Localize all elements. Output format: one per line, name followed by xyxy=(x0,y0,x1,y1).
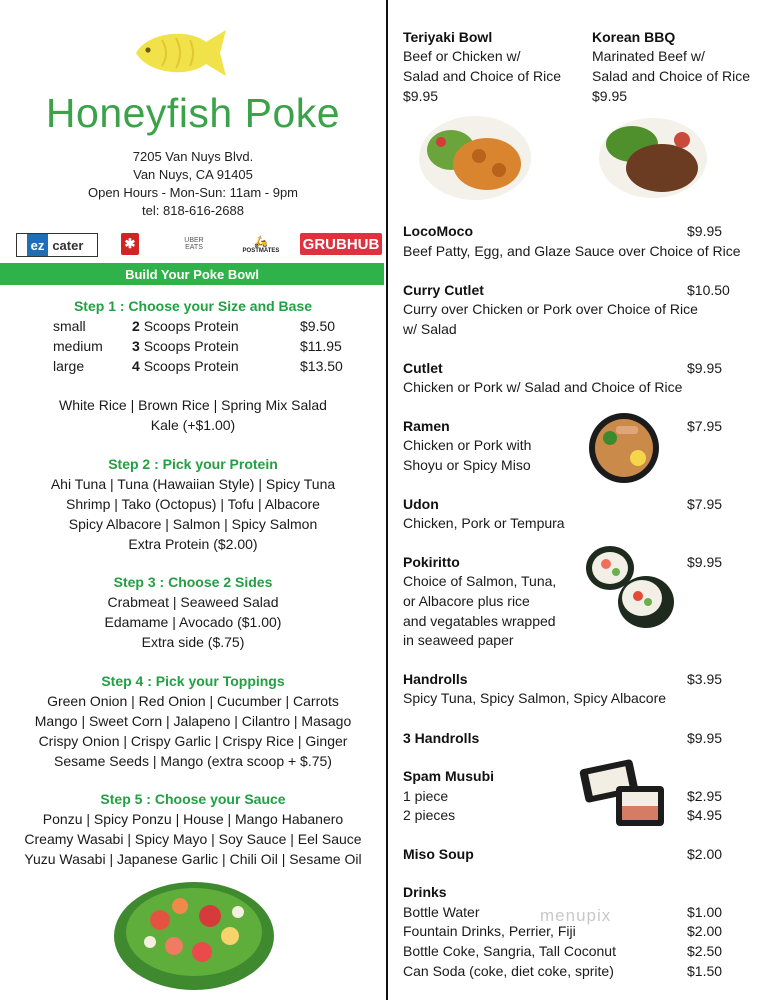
fish-logo-icon xyxy=(126,28,232,78)
spam-musubi-title: Spam Musubi xyxy=(403,768,495,784)
pokiritto-photo xyxy=(584,540,676,632)
curry-cutlet-desc: w/ Salad xyxy=(403,321,457,337)
udon-desc: Chicken, Pork or Tempura xyxy=(403,515,565,531)
drink-price: $2.00 xyxy=(687,923,723,939)
locomoco-price: $9.95 xyxy=(687,223,723,239)
drinks-title: Drinks xyxy=(403,884,447,900)
toppings-line: Mango | Sweet Corn | Jalapeno | Cilantro | Masago xyxy=(34,713,352,729)
drink-item: Bottle Water xyxy=(403,904,480,920)
drink-price: $2.50 xyxy=(687,943,723,959)
cutlet-title: Cutlet xyxy=(403,360,443,376)
curry-cutlet-title: Curry Cutlet xyxy=(403,282,484,298)
ramen-desc: Shoyu or Spicy Miso xyxy=(403,457,531,473)
protein-line: Ahi Tuna | Tuna (Hawaiian Style) | Spicy Tuna xyxy=(50,476,336,492)
protein-line: Extra Protein ($2.00) xyxy=(128,536,258,552)
step-5-title: Step 5 : Choose your Sauce xyxy=(100,791,286,807)
3-handrolls-price: $9.95 xyxy=(687,730,723,746)
restaurant-name: Honeyfish Poke xyxy=(45,90,341,136)
handrolls-title: Handrolls xyxy=(403,671,468,687)
protein-line: Shrimp | Tako (Octopus) | Tofu | Albacore xyxy=(66,496,320,512)
build-bowl-banner: Build Your Poke Bowl xyxy=(0,263,384,285)
drink-item: Can Soda (coke, diet coke, sprite) xyxy=(403,963,614,979)
postmates-logo: 🛵 POSTMATES xyxy=(242,235,280,254)
handrolls-price: $3.95 xyxy=(687,671,723,687)
pokiritto-price: $9.95 xyxy=(687,554,723,570)
handrolls-desc: Spicy Tuna, Spicy Salmon, Spicy Albacore xyxy=(403,690,667,706)
udon-title: Udon xyxy=(403,496,439,512)
base-kale: Kale (+$1.00) xyxy=(150,417,236,433)
pokiritto-desc: Choice of Salmon, Tuna, xyxy=(403,573,557,589)
sauce-line: Ponzu | Spicy Ponzu | House | Mango Habanero xyxy=(42,811,344,827)
uber-eats-logo: UBER EATS xyxy=(184,237,204,251)
phone-number: tel: 818-616-2688 xyxy=(142,203,244,218)
step-1-title: Step 1 : Choose your Size and Base xyxy=(73,298,313,314)
cutlet-price: $9.95 xyxy=(687,360,723,376)
drink-price: $1.50 xyxy=(687,963,723,979)
step-2-title: Step 2 : Pick your Protein xyxy=(108,456,278,472)
cutlet-desc: Chicken or Pork w/ Salad and Choice of Rice xyxy=(403,379,683,395)
size-small: small xyxy=(53,318,86,334)
ramen-price: $7.95 xyxy=(687,418,723,434)
curry-cutlet-price: $10.50 xyxy=(687,282,730,298)
toppings-line: Crispy Onion | Crispy Garlic | Crispy Rice | Ginger xyxy=(38,733,348,749)
drink-price: $1.00 xyxy=(687,904,723,920)
size-medium-scoops: 3 Scoops Protein xyxy=(132,338,239,354)
teriyaki-title: Teriyaki Bowl xyxy=(403,29,493,45)
menupix-watermark: menupix xyxy=(540,906,612,925)
ezcater-logo: ez cater xyxy=(16,233,98,257)
teriyaki-desc: Salad and Choice of Rice xyxy=(403,68,561,84)
step-3-title: Step 3 : Choose 2 Sides xyxy=(113,574,273,590)
korean-bbq-title: Korean BBQ xyxy=(592,29,676,45)
pokiritto-desc: and vegatables wrapped xyxy=(403,613,556,629)
size-large-scoops: 4 Scoops Protein xyxy=(132,358,239,374)
teriyaki-price: $9.95 xyxy=(403,88,439,104)
column-divider xyxy=(386,0,388,1000)
musubi-option: 2 pieces xyxy=(403,807,456,823)
teriyaki-photo xyxy=(417,112,533,202)
toppings-line: Green Onion | Red Onion | Cucumber | Carrots xyxy=(47,693,339,709)
pokiritto-desc: or Albacore plus rice xyxy=(403,593,530,609)
3-handrolls-title: 3 Handrolls xyxy=(403,730,480,746)
address-line-2: Van Nuys, CA 91405 xyxy=(133,167,253,182)
ramen-desc: Chicken or Pork with xyxy=(403,437,532,453)
size-large-price: $13.50 xyxy=(300,358,343,374)
locomoco-title: LocoMoco xyxy=(403,223,473,239)
korean-bbq-price: $9.95 xyxy=(592,88,628,104)
ramen-photo xyxy=(588,412,660,484)
poke-bowl-photo xyxy=(110,870,278,992)
size-medium-price: $11.95 xyxy=(300,338,342,354)
ramen-title: Ramen xyxy=(403,418,450,434)
sauce-line: Yuzu Wasabi | Japanese Garlic | Chili Oil | Sesame Oil xyxy=(24,851,362,867)
base-options: White Rice | Brown Rice | Spring Mix Salad xyxy=(59,397,327,413)
size-large: large xyxy=(53,358,85,374)
miso-soup-price: $2.00 xyxy=(687,846,723,862)
musubi-price: $2.95 xyxy=(687,788,723,804)
size-small-scoops: 2 Scoops Protein xyxy=(132,318,239,334)
size-small-price: $9.50 xyxy=(300,318,336,334)
sides-line: Extra side ($.75) xyxy=(141,634,245,650)
korean-bbq-desc: Marinated Beef w/ xyxy=(592,48,705,64)
sides-line: Crabmeat | Seaweed Salad xyxy=(107,594,279,610)
miso-soup-title: Miso Soup xyxy=(403,846,474,862)
pokiritto-title: Pokiritto xyxy=(403,554,460,570)
drink-item: Bottle Coke, Sangria, Tall Coconut xyxy=(403,943,616,959)
address-line-1: 7205 Van Nuys Blvd. xyxy=(132,149,254,164)
teriyaki-desc: Beef or Chicken w/ xyxy=(403,48,521,64)
spam-musubi-photo xyxy=(576,756,668,836)
delivery-partners xyxy=(14,233,384,257)
step-4-title: Step 4 : Pick your Toppings xyxy=(101,673,285,689)
musubi-price: $4.95 xyxy=(687,807,723,823)
size-medium: medium xyxy=(53,338,103,354)
korean-bbq-desc: Salad and Choice of Rice xyxy=(592,68,750,84)
curry-cutlet-desc: Curry over Chicken or Pork over Choice of Rice xyxy=(403,301,698,317)
toppings-line: Sesame Seeds | Mango (extra scoop + $.75) xyxy=(54,753,332,769)
grubhub-logo: GRUBHUB xyxy=(300,233,382,255)
open-hours: Open Hours - Mon-Sun: 11am - 9pm xyxy=(87,185,298,200)
scooter-icon: 🛵 xyxy=(254,235,268,248)
locomoco-desc: Beef Patty, Egg, and Glaze Sauce over Choice of Rice xyxy=(403,243,741,259)
korean-bbq-photo xyxy=(598,114,708,202)
sides-line: Edamame | Avocado ($1.00) xyxy=(104,614,282,630)
musubi-option: 1 piece xyxy=(403,788,449,804)
yelp-logo: ✱ xyxy=(121,233,139,255)
udon-price: $7.95 xyxy=(687,496,723,512)
protein-line: Spicy Albacore | Salmon | Spicy Salmon xyxy=(68,516,318,532)
sauce-line: Creamy Wasabi | Spicy Mayo | Soy Sauce | Eel Sauce xyxy=(24,831,362,847)
pokiritto-desc: in seaweed paper xyxy=(403,632,514,648)
drink-item: Fountain Drinks, Perrier, Fiji xyxy=(403,923,576,939)
